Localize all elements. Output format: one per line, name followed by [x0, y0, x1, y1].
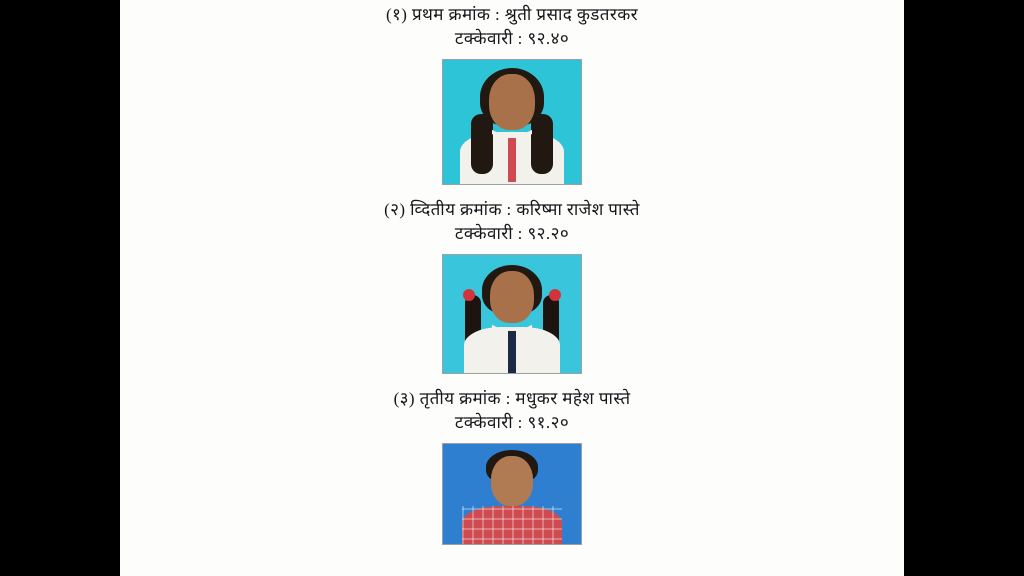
tie-shape: [508, 331, 516, 374]
student-photo-first-rank: [442, 59, 582, 185]
document-page: [120, 0, 904, 576]
letterbox-left: [0, 0, 120, 576]
shirt-check-pattern: [462, 506, 562, 545]
rank-entry-third-percent-line: टक्केवारी : ९१.२०: [454, 412, 570, 432]
letterbox-right: [904, 0, 1024, 576]
photo-background: [443, 444, 581, 544]
hair-right-strand: [531, 114, 553, 174]
ribbon-left: [463, 289, 475, 301]
photo-background: [443, 255, 581, 373]
rank-entry-first-percent-line: टक्केवारी : ९२.४०: [454, 28, 570, 48]
rank-entry-first: [120, 4, 904, 185]
rank-entry-second: [120, 199, 904, 374]
rank-entry-second-percent-line: टक्केवारी : ९२.२०: [454, 223, 570, 243]
face-shape: [490, 271, 534, 323]
student-photo-second-rank: [442, 254, 582, 374]
rank-entry-third-name-line: (३) तृतीय क्रमांक : मधुकर महेश पास्ते: [393, 388, 631, 408]
rank-entry-second-name-line: (२) व्दितीय क्रमांक : करिष्मा राजेश पास्ते: [384, 199, 640, 219]
face-shape: [491, 456, 533, 506]
ribbon-right: [549, 289, 561, 301]
face-shape: [489, 74, 535, 130]
tie-shape: [508, 138, 516, 182]
torso-shape: [462, 506, 562, 545]
student-photo-third-rank: [442, 443, 582, 545]
rank-entry-third: [120, 388, 904, 545]
document-content: [120, 0, 904, 545]
photo-background: [443, 60, 581, 184]
rank-entry-first-name-line: (१) प्रथम क्रमांक : श्रुती प्रसाद कुडतरकर: [385, 5, 639, 24]
hair-left-strand: [471, 114, 493, 174]
